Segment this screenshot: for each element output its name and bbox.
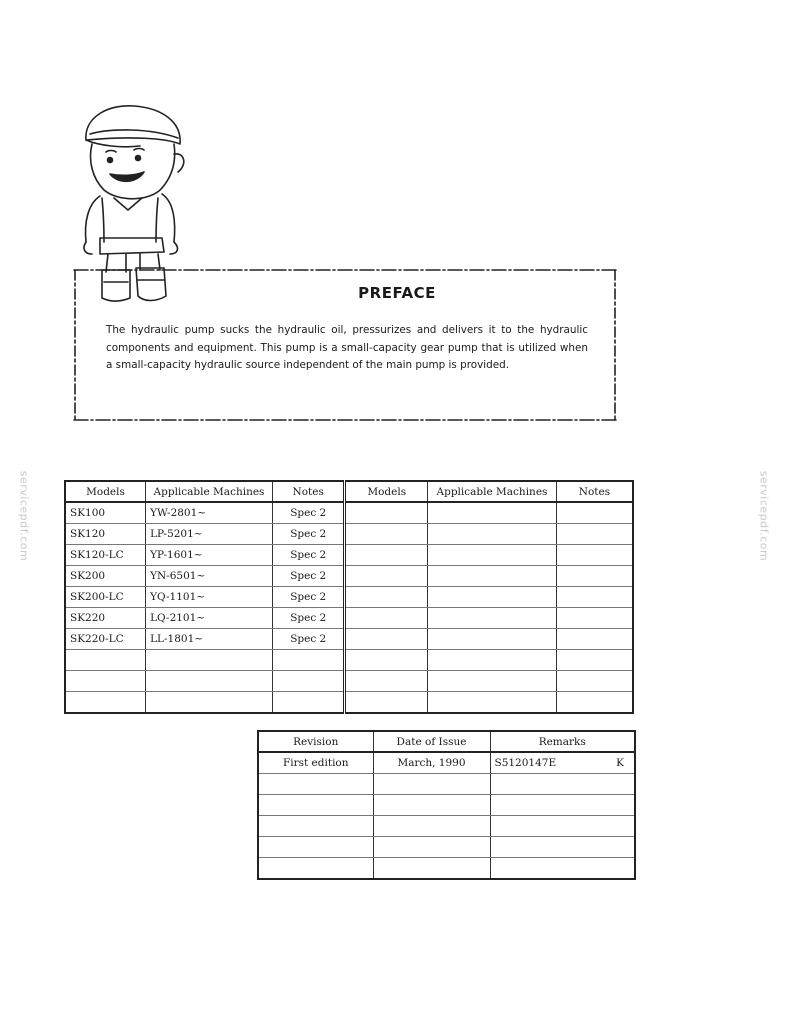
header-revision: Revision	[258, 731, 373, 752]
table-header-row	[258, 731, 635, 752]
table-row	[65, 502, 633, 524]
revision-cell: First edition	[258, 752, 373, 774]
machines-cell: YW-2801~	[146, 502, 273, 524]
table-row-empty	[258, 774, 635, 795]
table-row-empty	[258, 795, 635, 816]
remarks-code: S5120147E	[494, 757, 557, 769]
notes-cell: Spec 2	[272, 629, 345, 650]
date-cell: March, 1990	[373, 752, 490, 774]
table-row	[258, 752, 635, 774]
machines-cell: YP-1601~	[146, 545, 273, 566]
header-date-of-issue: Date of Issue	[373, 731, 490, 752]
remarks-cell	[490, 752, 635, 774]
table-row-empty	[65, 671, 633, 692]
table-row-empty	[65, 650, 633, 671]
notes-cell: Spec 2	[272, 502, 345, 524]
preface-body: The hydraulic pump sucks the hydraulic oil, pressurizes and delivers it to the hydraulic components and equipment. This pump is a small-capacity gear pump that is utilized when a small-capacity hydraulic source independent of the main pump is provided.	[106, 324, 588, 371]
table-row	[65, 608, 633, 629]
notes-cell: Spec 2	[272, 608, 345, 629]
model-cell: SK120	[65, 524, 146, 545]
machines-cell: YN-6501~	[146, 566, 273, 587]
machines-cell: LL-1801~	[146, 629, 273, 650]
watermark-left: servicepdf.com	[17, 470, 31, 562]
notes-cell: Spec 2	[272, 545, 345, 566]
machines-cell: YQ-1101~	[146, 587, 273, 608]
machines-cell: LQ-2101~	[146, 608, 273, 629]
machines-cell: LP-5201~	[146, 524, 273, 545]
header-models: Models	[345, 481, 428, 502]
model-cell: SK200	[65, 566, 146, 587]
remarks-mark: K	[616, 757, 624, 769]
table-row-empty	[65, 692, 633, 714]
table-row	[65, 524, 633, 545]
table-row	[65, 566, 633, 587]
preface-title: PREFACE	[358, 284, 436, 302]
table-row-empty	[258, 837, 635, 858]
model-cell: SK100	[65, 502, 146, 524]
notes-cell: Spec 2	[272, 587, 345, 608]
model-cell: SK220-LC	[65, 629, 146, 650]
table-row	[65, 545, 633, 566]
header-applicable-machines: Applicable Machines	[146, 481, 273, 502]
header-applicable-machines: Applicable Machines	[428, 481, 557, 502]
revision-table	[257, 730, 636, 880]
header-models: Models	[65, 481, 146, 502]
header-notes: Notes	[272, 481, 345, 502]
watermark-right: servicepdf.com	[757, 470, 771, 562]
notes-cell: Spec 2	[272, 524, 345, 545]
table-row-empty	[258, 816, 635, 837]
table-row-empty	[258, 858, 635, 880]
model-cell: SK220	[65, 608, 146, 629]
model-cell: SK200-LC	[65, 587, 146, 608]
header-notes: Notes	[556, 481, 633, 502]
notes-cell: Spec 2	[272, 566, 345, 587]
header-remarks: Remarks	[490, 731, 635, 752]
applicable-models-table	[64, 480, 634, 714]
table-row	[65, 629, 633, 650]
model-cell: SK120-LC	[65, 545, 146, 566]
table-header-row	[65, 481, 633, 502]
table-row	[65, 587, 633, 608]
